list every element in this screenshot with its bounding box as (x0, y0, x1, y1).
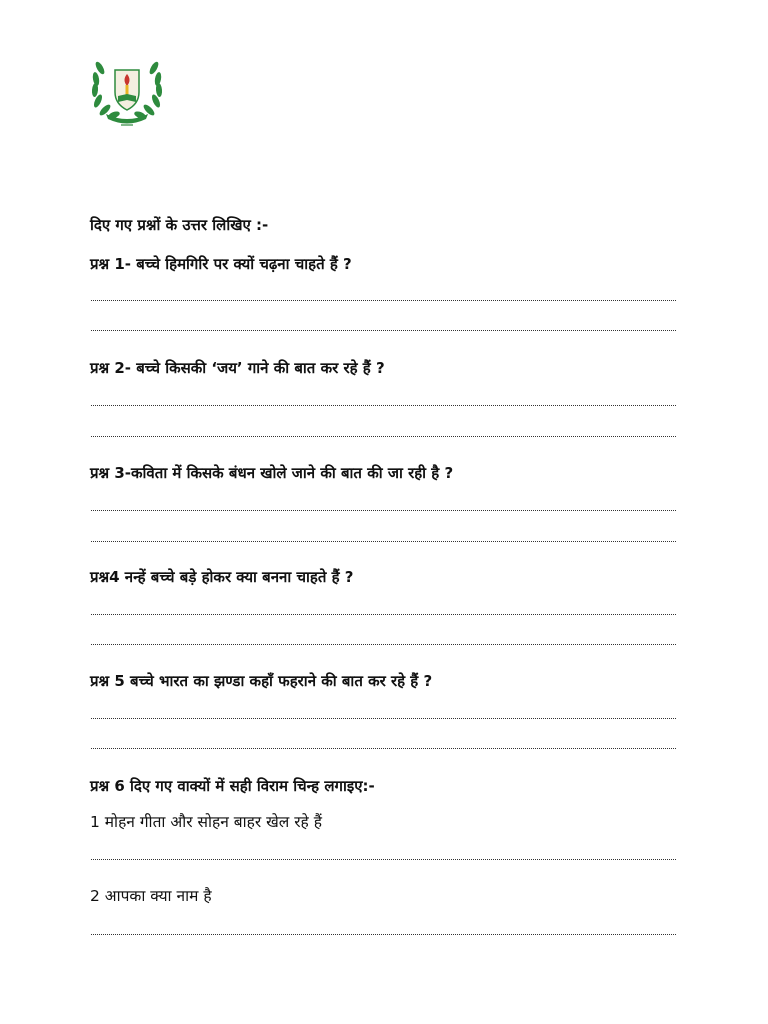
answer-line-5b[interactable] (91, 748, 676, 749)
answer-line-4b[interactable] (91, 644, 676, 645)
answer-line-2b[interactable] (91, 436, 676, 437)
question-1: प्रश्न 1- बच्चे हिमगिरि पर क्यों चढ़ना चाहते हैं ? (90, 255, 352, 273)
answer-line-6a[interactable] (91, 859, 676, 860)
sentence-1: 1 मोहन गीता और सोहन बाहर खेल रहे हैं (90, 813, 322, 831)
laurel-emblem-icon (88, 52, 166, 128)
answer-line-5a[interactable] (91, 718, 676, 719)
school-logo (88, 52, 166, 128)
question-3: प्रश्न 3-कविता में किसके बंधन खोले जाने की बात की जा रही है ? (90, 464, 454, 482)
answer-line-1a[interactable] (91, 300, 676, 301)
sentence-2: 2 आपका क्या नाम है (90, 887, 212, 905)
instruction-heading: दिए गए प्रश्नों के उत्तर लिखिए :- (90, 216, 269, 234)
answer-line-4a[interactable] (91, 614, 676, 615)
question-2: प्रश्न 2- बच्चे किसकी ‘जय’ गाने की बात कर रहे हैं ? (90, 359, 385, 377)
answer-line-6b[interactable] (91, 934, 676, 935)
question-5: प्रश्न 5 बच्चे भारत का झण्डा कहाँ फहराने की बात कर रहे हैं ? (90, 672, 433, 690)
answer-line-3b[interactable] (91, 541, 676, 542)
question-4: प्रश्न4 नन्हें बच्चे बड़े होकर क्या बनना चाहते हैं ? (90, 568, 354, 586)
answer-line-1b[interactable] (91, 330, 676, 331)
answer-line-3a[interactable] (91, 510, 676, 511)
answer-line-2a[interactable] (91, 405, 676, 406)
question-6-heading: प्रश्न 6 दिए गए वाक्यों में सही विराम चिन्ह लगाइए:- (90, 777, 375, 795)
